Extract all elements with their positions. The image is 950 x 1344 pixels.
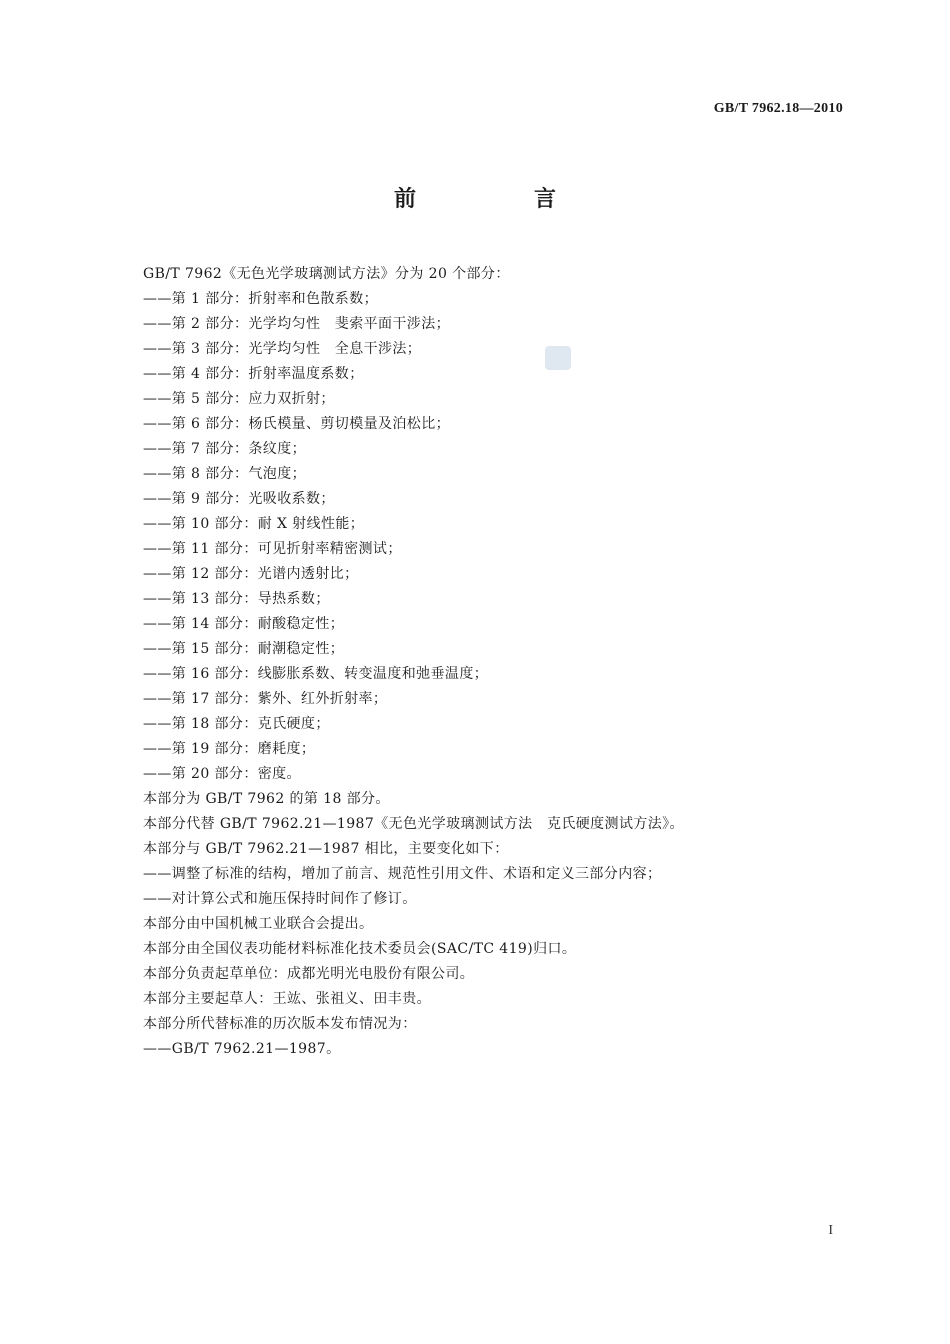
- body-line: 本部分由全国仪表功能材料标准化技术委员会(SAC/TC 419)归口。: [143, 941, 577, 957]
- body-line: ——第 11 部分：可见折射率精密测试；: [143, 541, 402, 557]
- body-line: ——第 14 部分：耐酸稳定性；: [143, 616, 345, 632]
- body-line: ——第 3 部分：光学均匀性 全息干涉法；: [143, 341, 422, 357]
- body-line: ——第 4 部分：折射率温度系数；: [143, 366, 364, 382]
- body-line: ——第 7 部分：条纹度；: [143, 441, 307, 457]
- body-line: 本部分由中国机械工业联合会提出。: [143, 916, 374, 932]
- body-line: ——第 8 部分：气泡度；: [143, 466, 307, 482]
- body-line: ——第 10 部分：耐 X 射线性能；: [143, 516, 365, 532]
- body-line: 本部分主要起草人：王竑、张祖义、田丰贵。: [143, 991, 431, 1007]
- body-line: ——第 15 部分：耐潮稳定性；: [143, 641, 345, 657]
- body-line: 本部分为 GB/T 7962 的第 18 部分。: [143, 791, 390, 807]
- body-line: 本部分代替 GB/T 7962.21—1987《无色光学玻璃测试方法 克氏硬度测试方法》。: [143, 816, 684, 832]
- body-line: ——第 6 部分：杨氏模量、剪切模量及泊松比；: [143, 416, 451, 432]
- body-line: 本部分负责起草单位：成都光明光电股份有限公司。: [143, 966, 475, 982]
- body-line: ——第 16 部分：线膨胀系数、转变温度和弛垂温度；: [143, 666, 489, 682]
- body-line: ——第 18 部分：克氏硬度；: [143, 716, 330, 732]
- body-line: ——第 5 部分：应力双折射；: [143, 391, 335, 407]
- body-line: ——第 1 部分：折射率和色散系数；: [143, 291, 379, 307]
- body-line: ——第 17 部分：紫外、红外折射率；: [143, 691, 388, 707]
- body-line: ——第 13 部分：导热系数；: [143, 591, 330, 607]
- body-line: 本部分所代替标准的历次版本发布情况为：: [143, 1016, 417, 1032]
- body-line: ——GB/T 7962.21—1987。: [143, 1041, 341, 1057]
- page-number: I: [828, 1223, 833, 1238]
- body-line: GB/T 7962《无色光学玻璃测试方法》分为 20 个部分：: [143, 266, 510, 282]
- body-line: ——第 12 部分：光谱内透射比；: [143, 566, 359, 582]
- body-line: 本部分与 GB/T 7962.21—1987 相比，主要变化如下：: [143, 841, 509, 857]
- body-line: ——第 19 部分：磨耗度；: [143, 741, 316, 757]
- body-line: ——第 9 部分：光吸收系数；: [143, 491, 335, 507]
- body-line: ——第 2 部分：光学均匀性 斐索平面干涉法；: [143, 316, 451, 332]
- document-code: GB/T 7962.18—2010: [713, 101, 843, 116]
- preface-body: [143, 262, 843, 1062]
- body-line: ——对计算公式和施压保持时间作了修订。: [143, 891, 417, 907]
- body-line: ——调整了标准的结构，增加了前言、规范性引用文件、术语和定义三部分内容；: [143, 866, 662, 882]
- body-line: ——第 20 部分：密度。: [143, 766, 301, 782]
- page-title: 前 言: [393, 187, 604, 212]
